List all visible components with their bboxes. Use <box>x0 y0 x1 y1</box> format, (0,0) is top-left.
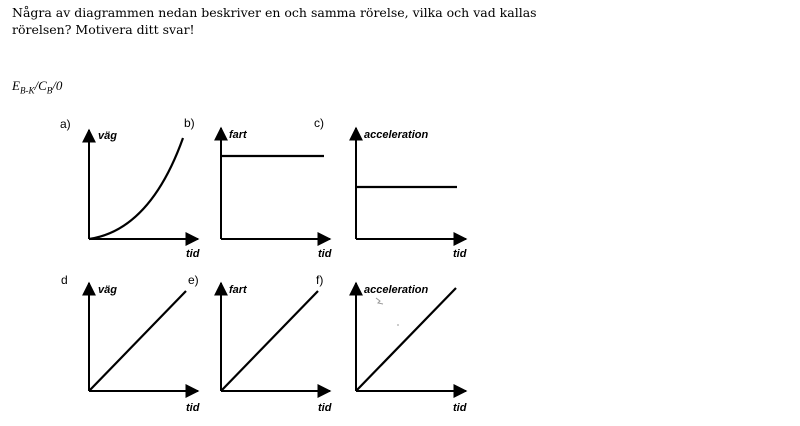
curve-f <box>356 288 456 391</box>
code-sub-1: B-K <box>19 85 35 96</box>
panel-letter-f: f) <box>316 273 324 287</box>
panel-e <box>188 273 332 414</box>
panel-a <box>60 117 200 260</box>
panel-d <box>61 273 200 414</box>
panel-letter-a: a) <box>60 117 71 131</box>
xlabel-f: tid <box>453 402 467 414</box>
curve-e <box>221 291 318 391</box>
curve-a <box>89 138 183 239</box>
ylabel-a: väg <box>98 130 117 142</box>
panel-f <box>316 273 467 414</box>
curve-d <box>89 291 186 391</box>
xlabel-b: tid <box>318 248 332 260</box>
xlabel-d: tid <box>186 402 200 414</box>
code-sub-2: B <box>46 85 53 96</box>
ylabel-e: fart <box>229 284 247 296</box>
scan-speck <box>397 324 399 326</box>
xlabel-c: tid <box>453 248 467 260</box>
question-text: Några av diagrammen nedan beskriver en och samma rörelse, vilka och vad kallas rörelsen? Motivera ditt svar! <box>12 5 537 37</box>
panel-c <box>314 116 467 260</box>
ylabel-b: fart <box>229 129 247 141</box>
panel-b <box>184 116 332 260</box>
ylabel-f: acceleration <box>364 284 429 296</box>
code-end: /0 <box>52 78 63 93</box>
panel-letter-e: e) <box>188 273 199 287</box>
panel-letter-b: b) <box>184 116 195 130</box>
xlabel-a: tid <box>186 248 200 260</box>
scan-artifact <box>376 298 383 304</box>
ylabel-c: acceleration <box>364 129 429 141</box>
ylabel-d: väg <box>98 284 117 296</box>
xlabel-e: tid <box>318 402 332 414</box>
panel-letter-c: c) <box>314 116 324 130</box>
code-main: E <box>12 78 20 93</box>
panel-letter-d: d <box>61 273 68 287</box>
code-mid: /C <box>34 78 47 93</box>
